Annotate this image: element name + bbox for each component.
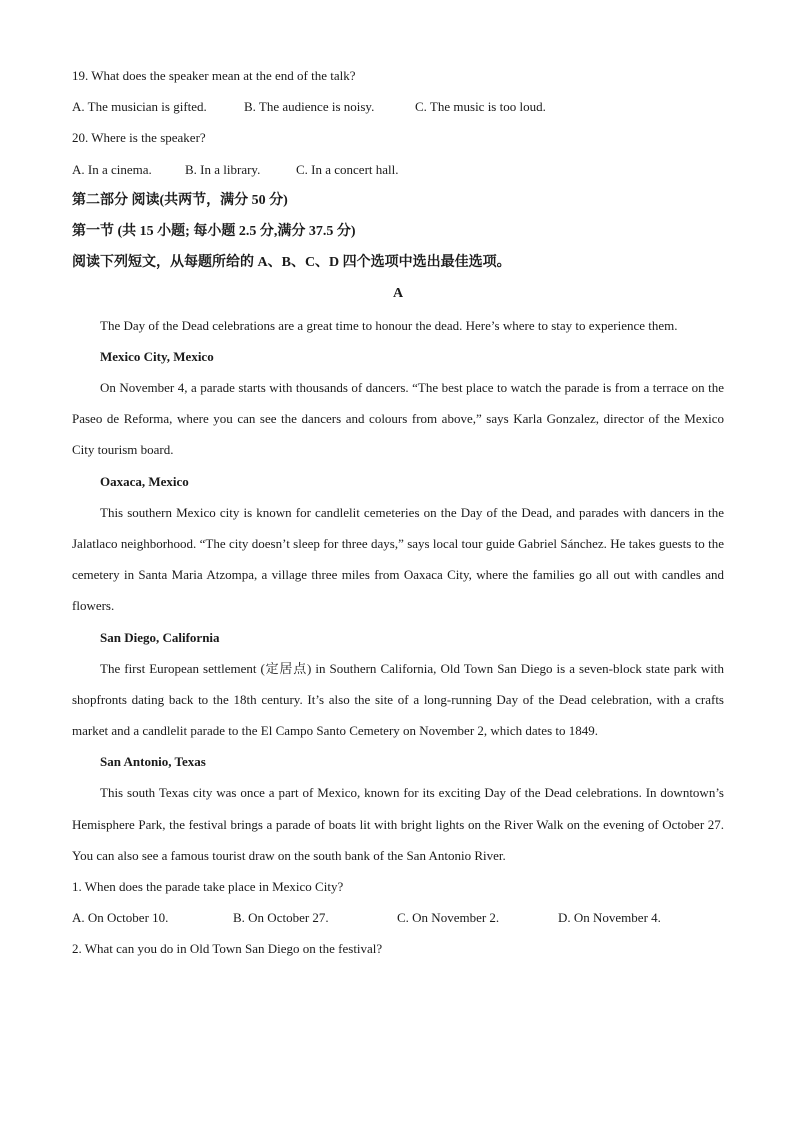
option-a: A. On October 10. <box>72 910 169 926</box>
passage-paragraph: The first European settlement (定居点) in Southern California, Old Town San Diego is a seven-block state park with shopfronts dating back to the 18th century. It’s also the site of a long-running Day of the Dead celebration, with a crafts market and a candlelit parade to the El Campo Santo Cemetery on November 2, which dates to 1849. <box>72 660 724 739</box>
passage-heading: San Diego, California <box>100 629 220 645</box>
passage-paragraph: This south Texas city was once a part of Mexico, known for its exciting Day of the Dead celebrations. In downtown’s Hemisphere Park, the festival brings a parade of boats lit with bright lights on the River Walk on the evening of October 27. You can also see a famous tourist draw on the south bank of the San Antonio River. <box>72 785 724 863</box>
option-a: A. In a cinema. <box>72 161 152 177</box>
question-19-options <box>72 91 724 122</box>
option-c: C. The music is too loud. <box>415 99 546 115</box>
option-c: C. In a concert hall. <box>296 161 399 177</box>
passage-intro: The Day of the Dead celebrations are a great time to honour the dead. Here’s where to stay to experience them. <box>100 317 678 333</box>
passage-heading: San Antonio, Texas <box>100 754 206 770</box>
option-c: C. On November 2. <box>397 910 500 926</box>
passage-letter: A <box>392 286 404 302</box>
option-b: B. In a library. <box>185 161 261 177</box>
passage-paragraph: This southern Mexico city is known for candlelit cemeteries on the Day of the Dead, and parades with dancers in the Jalatlaco neighborhood. “The city doesn’t sleep for three days,” says local tour guide Gabriel Sánchez. He takes guests to the cemetery in Santa Maria Atzompa, a village three miles from Oaxaca City, where the families go all out with candles and flowers. <box>72 504 724 614</box>
option-b: B. On October 27. <box>233 910 329 926</box>
question-20: 20. Where is the speaker? <box>72 130 206 146</box>
section-title: 第二部分 阅读(共两节，满分 50 分) <box>72 192 288 208</box>
question-2: 2. What can you do in Old Town San Diego on the festival? <box>72 941 383 957</box>
passage-heading: Oaxaca, Mexico <box>100 473 189 489</box>
option-a: A. The musician is gifted. <box>72 99 207 115</box>
question-1: 1. When does the parade take place in Mexico City? <box>72 879 344 895</box>
instruction: 阅读下列短文，从每题所给的 A、B、C、D 四个选项中选出最佳选项。 <box>72 255 511 271</box>
option-b: B. The audience is noisy. <box>244 99 375 115</box>
subsection-title: 第一节 (共 15 小题; 每小题 2.5 分,满分 37.5 分) <box>72 223 356 239</box>
question-1-options <box>72 902 724 933</box>
passage-paragraph: On November 4, a parade starts with thousands of dancers. “The best place to watch the parade is from a terrace on the Paseo de Reforma, where you can see the dancers and colours from above,” says Karla Gonzalez, director of the Mexico City tourism board. <box>72 379 724 458</box>
option-d: D. On November 4. <box>558 910 661 926</box>
question-20-options <box>72 154 724 185</box>
passage-heading: Mexico City, Mexico <box>100 348 214 364</box>
document-page <box>72 60 724 965</box>
question-19: 19. What does the speaker mean at the end of the talk? <box>72 68 356 83</box>
